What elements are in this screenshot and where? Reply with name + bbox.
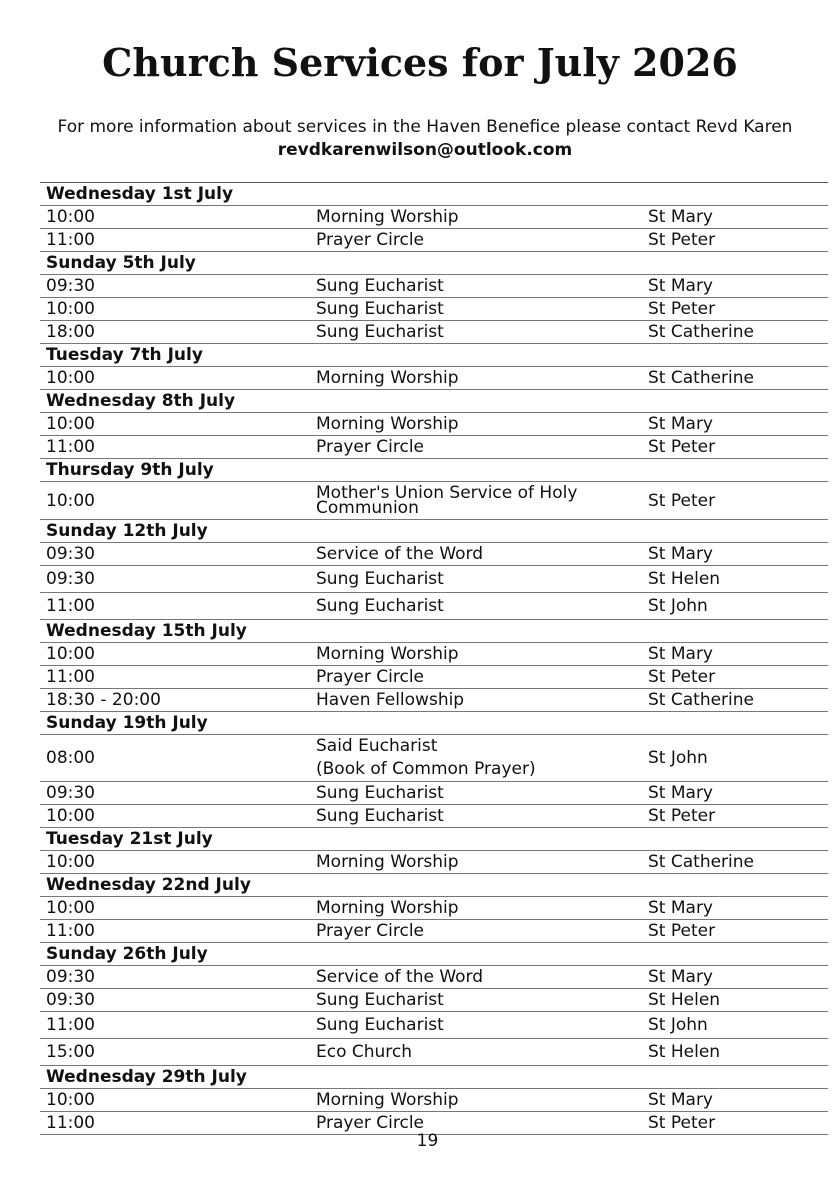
service-row <box>40 989 828 1012</box>
service-church: St Helen <box>648 569 721 589</box>
service-name: Service of the Word <box>316 967 484 987</box>
contact-email-link[interactable]: revdkarenwilson@outlook.com <box>277 140 573 160</box>
service-name: Sung Eucharist <box>316 596 444 616</box>
service-church: St Peter <box>648 667 716 687</box>
service-name: Sung Eucharist <box>316 276 444 296</box>
service-row <box>40 851 828 874</box>
service-name: Sung Eucharist <box>316 322 444 342</box>
service-name: Said Eucharist (Book of Common Prayer) <box>316 736 536 779</box>
day-header-row <box>40 390 828 413</box>
service-name: Sung Eucharist <box>316 783 444 803</box>
service-time: 11:00 <box>46 921 95 941</box>
service-time: 11:00 <box>46 1015 95 1035</box>
service-time: 10:00 <box>46 852 95 872</box>
service-time: 10:00 <box>46 368 95 388</box>
service-church: St Mary <box>648 207 713 227</box>
service-time: 10:00 <box>46 414 95 434</box>
service-church: St Catherine <box>648 852 754 872</box>
service-church: St Peter <box>648 299 716 319</box>
contact-info <box>0 116 840 162</box>
day-label: Wednesday 15th July <box>46 621 247 641</box>
service-time: 09:30 <box>46 569 95 589</box>
service-time: 18:30 - 20:00 <box>46 690 161 710</box>
day-header-row <box>40 252 828 275</box>
service-church: St Mary <box>648 276 713 296</box>
day-label: Wednesday 29th July <box>46 1067 247 1087</box>
service-name: Morning Worship <box>316 644 459 664</box>
service-time: 18:00 <box>46 322 95 342</box>
service-time: 09:30 <box>46 276 95 296</box>
service-church: St John <box>648 1015 708 1035</box>
service-church: St Mary <box>648 898 713 918</box>
service-row <box>40 413 828 436</box>
service-name: Haven Fellowship <box>316 690 465 710</box>
service-church: St Peter <box>648 230 716 250</box>
service-name: Sung Eucharist <box>316 1015 444 1035</box>
service-church: St Peter <box>648 437 716 457</box>
service-time: 10:00 <box>46 299 95 319</box>
service-time: 10:00 <box>46 1090 95 1110</box>
service-time: 10:00 <box>46 806 95 826</box>
day-label: Wednesday 1st July <box>46 184 234 204</box>
day-header-row <box>40 943 828 966</box>
service-row <box>40 920 828 943</box>
service-time: 11:00 <box>46 1113 95 1133</box>
service-church: St Catherine <box>648 690 754 710</box>
day-header-row <box>40 520 828 543</box>
service-church: St Mary <box>648 1090 713 1110</box>
service-church: St John <box>648 748 708 768</box>
service-church: St Mary <box>648 644 713 664</box>
service-name: Morning Worship <box>316 414 459 434</box>
service-church: St Helen <box>648 1042 721 1062</box>
service-row <box>40 436 828 459</box>
page-number: 19 <box>416 1131 439 1151</box>
service-time: 11:00 <box>46 437 95 457</box>
service-church: St Mary <box>648 967 713 987</box>
service-church: St Peter <box>648 1113 716 1133</box>
service-row <box>40 1012 828 1039</box>
service-name: Mother's Union Service of Holy Communion <box>316 482 578 518</box>
service-row <box>40 593 828 620</box>
page-title: Church Services for July 2026 <box>102 40 738 85</box>
day-header-row <box>40 344 828 367</box>
service-name: Sung Eucharist <box>316 806 444 826</box>
service-name: Eco Church <box>316 1042 413 1062</box>
service-time: 11:00 <box>46 596 95 616</box>
service-name: Morning Worship <box>316 898 459 918</box>
service-time: 09:30 <box>46 783 95 803</box>
service-name: Service of the Word <box>316 544 484 564</box>
day-header-row <box>40 459 828 482</box>
service-time: 10:00 <box>46 898 95 918</box>
service-name: Sung Eucharist <box>316 299 444 319</box>
service-row <box>40 782 828 805</box>
service-church: St Helen <box>648 990 721 1010</box>
service-row <box>40 805 828 828</box>
service-church: St Mary <box>648 783 713 803</box>
service-church: St Peter <box>648 921 716 941</box>
service-row <box>40 735 828 782</box>
service-row <box>40 689 828 712</box>
service-time: 09:30 <box>46 990 95 1010</box>
service-row <box>40 367 828 390</box>
service-row <box>40 643 828 666</box>
service-row <box>40 566 828 593</box>
service-name: Prayer Circle <box>316 437 425 457</box>
day-header-row <box>40 183 828 206</box>
day-label: Thursday 9th July <box>46 460 214 480</box>
service-name: Sung Eucharist <box>316 990 444 1010</box>
service-name: Prayer Circle <box>316 667 425 687</box>
service-row <box>40 666 828 689</box>
service-row <box>40 966 828 989</box>
service-church: St Mary <box>648 544 713 564</box>
service-row <box>40 897 828 920</box>
service-time: 10:00 <box>46 207 95 227</box>
service-name: Morning Worship <box>316 207 459 227</box>
day-label: Sunday 5th July <box>46 253 196 273</box>
day-header-row <box>40 828 828 851</box>
service-time: 15:00 <box>46 1042 95 1062</box>
service-time: 09:30 <box>46 967 95 987</box>
service-name: Morning Worship <box>316 1090 459 1110</box>
service-time: 08:00 <box>46 748 95 768</box>
service-church: St Catherine <box>648 368 754 388</box>
service-row <box>40 543 828 566</box>
service-row <box>40 206 828 229</box>
service-row <box>40 321 828 344</box>
day-header-row <box>40 874 828 897</box>
service-row <box>40 298 828 321</box>
service-time: 11:00 <box>46 667 95 687</box>
service-church: St Catherine <box>648 322 754 342</box>
contact-text: For more information about services in the Haven Benefice please contact Revd Karen <box>57 117 793 137</box>
service-row <box>40 1089 828 1112</box>
service-name: Prayer Circle <box>316 1113 425 1133</box>
service-time: 10:00 <box>46 490 95 511</box>
day-label: Wednesday 22nd July <box>46 875 251 895</box>
day-header-row <box>40 1066 828 1089</box>
service-name: Morning Worship <box>316 852 459 872</box>
services-table <box>40 182 828 1135</box>
service-name: Prayer Circle <box>316 230 425 250</box>
service-time: 11:00 <box>46 230 95 250</box>
service-time: 10:00 <box>46 644 95 664</box>
service-time: 09:30 <box>46 544 95 564</box>
service-row <box>40 229 828 252</box>
service-name: Morning Worship <box>316 368 459 388</box>
service-name: Sung Eucharist <box>316 569 444 589</box>
day-header-row <box>40 620 828 643</box>
service-row <box>40 482 828 520</box>
service-row <box>40 275 828 298</box>
service-church: St John <box>648 596 708 616</box>
day-label: Tuesday 7th July <box>46 345 203 365</box>
service-church: St Mary <box>648 414 713 434</box>
day-label: Sunday 12th July <box>46 521 208 541</box>
service-church: St Peter <box>648 806 716 826</box>
day-label: Sunday 26th July <box>46 944 208 964</box>
day-label: Wednesday 8th July <box>46 391 236 411</box>
day-label: Sunday 19th July <box>46 713 208 733</box>
day-header-row <box>40 712 828 735</box>
day-label: Tuesday 21st July <box>46 829 213 849</box>
service-church: St Peter <box>648 490 716 511</box>
service-row <box>40 1039 828 1066</box>
service-name: Prayer Circle <box>316 921 425 941</box>
